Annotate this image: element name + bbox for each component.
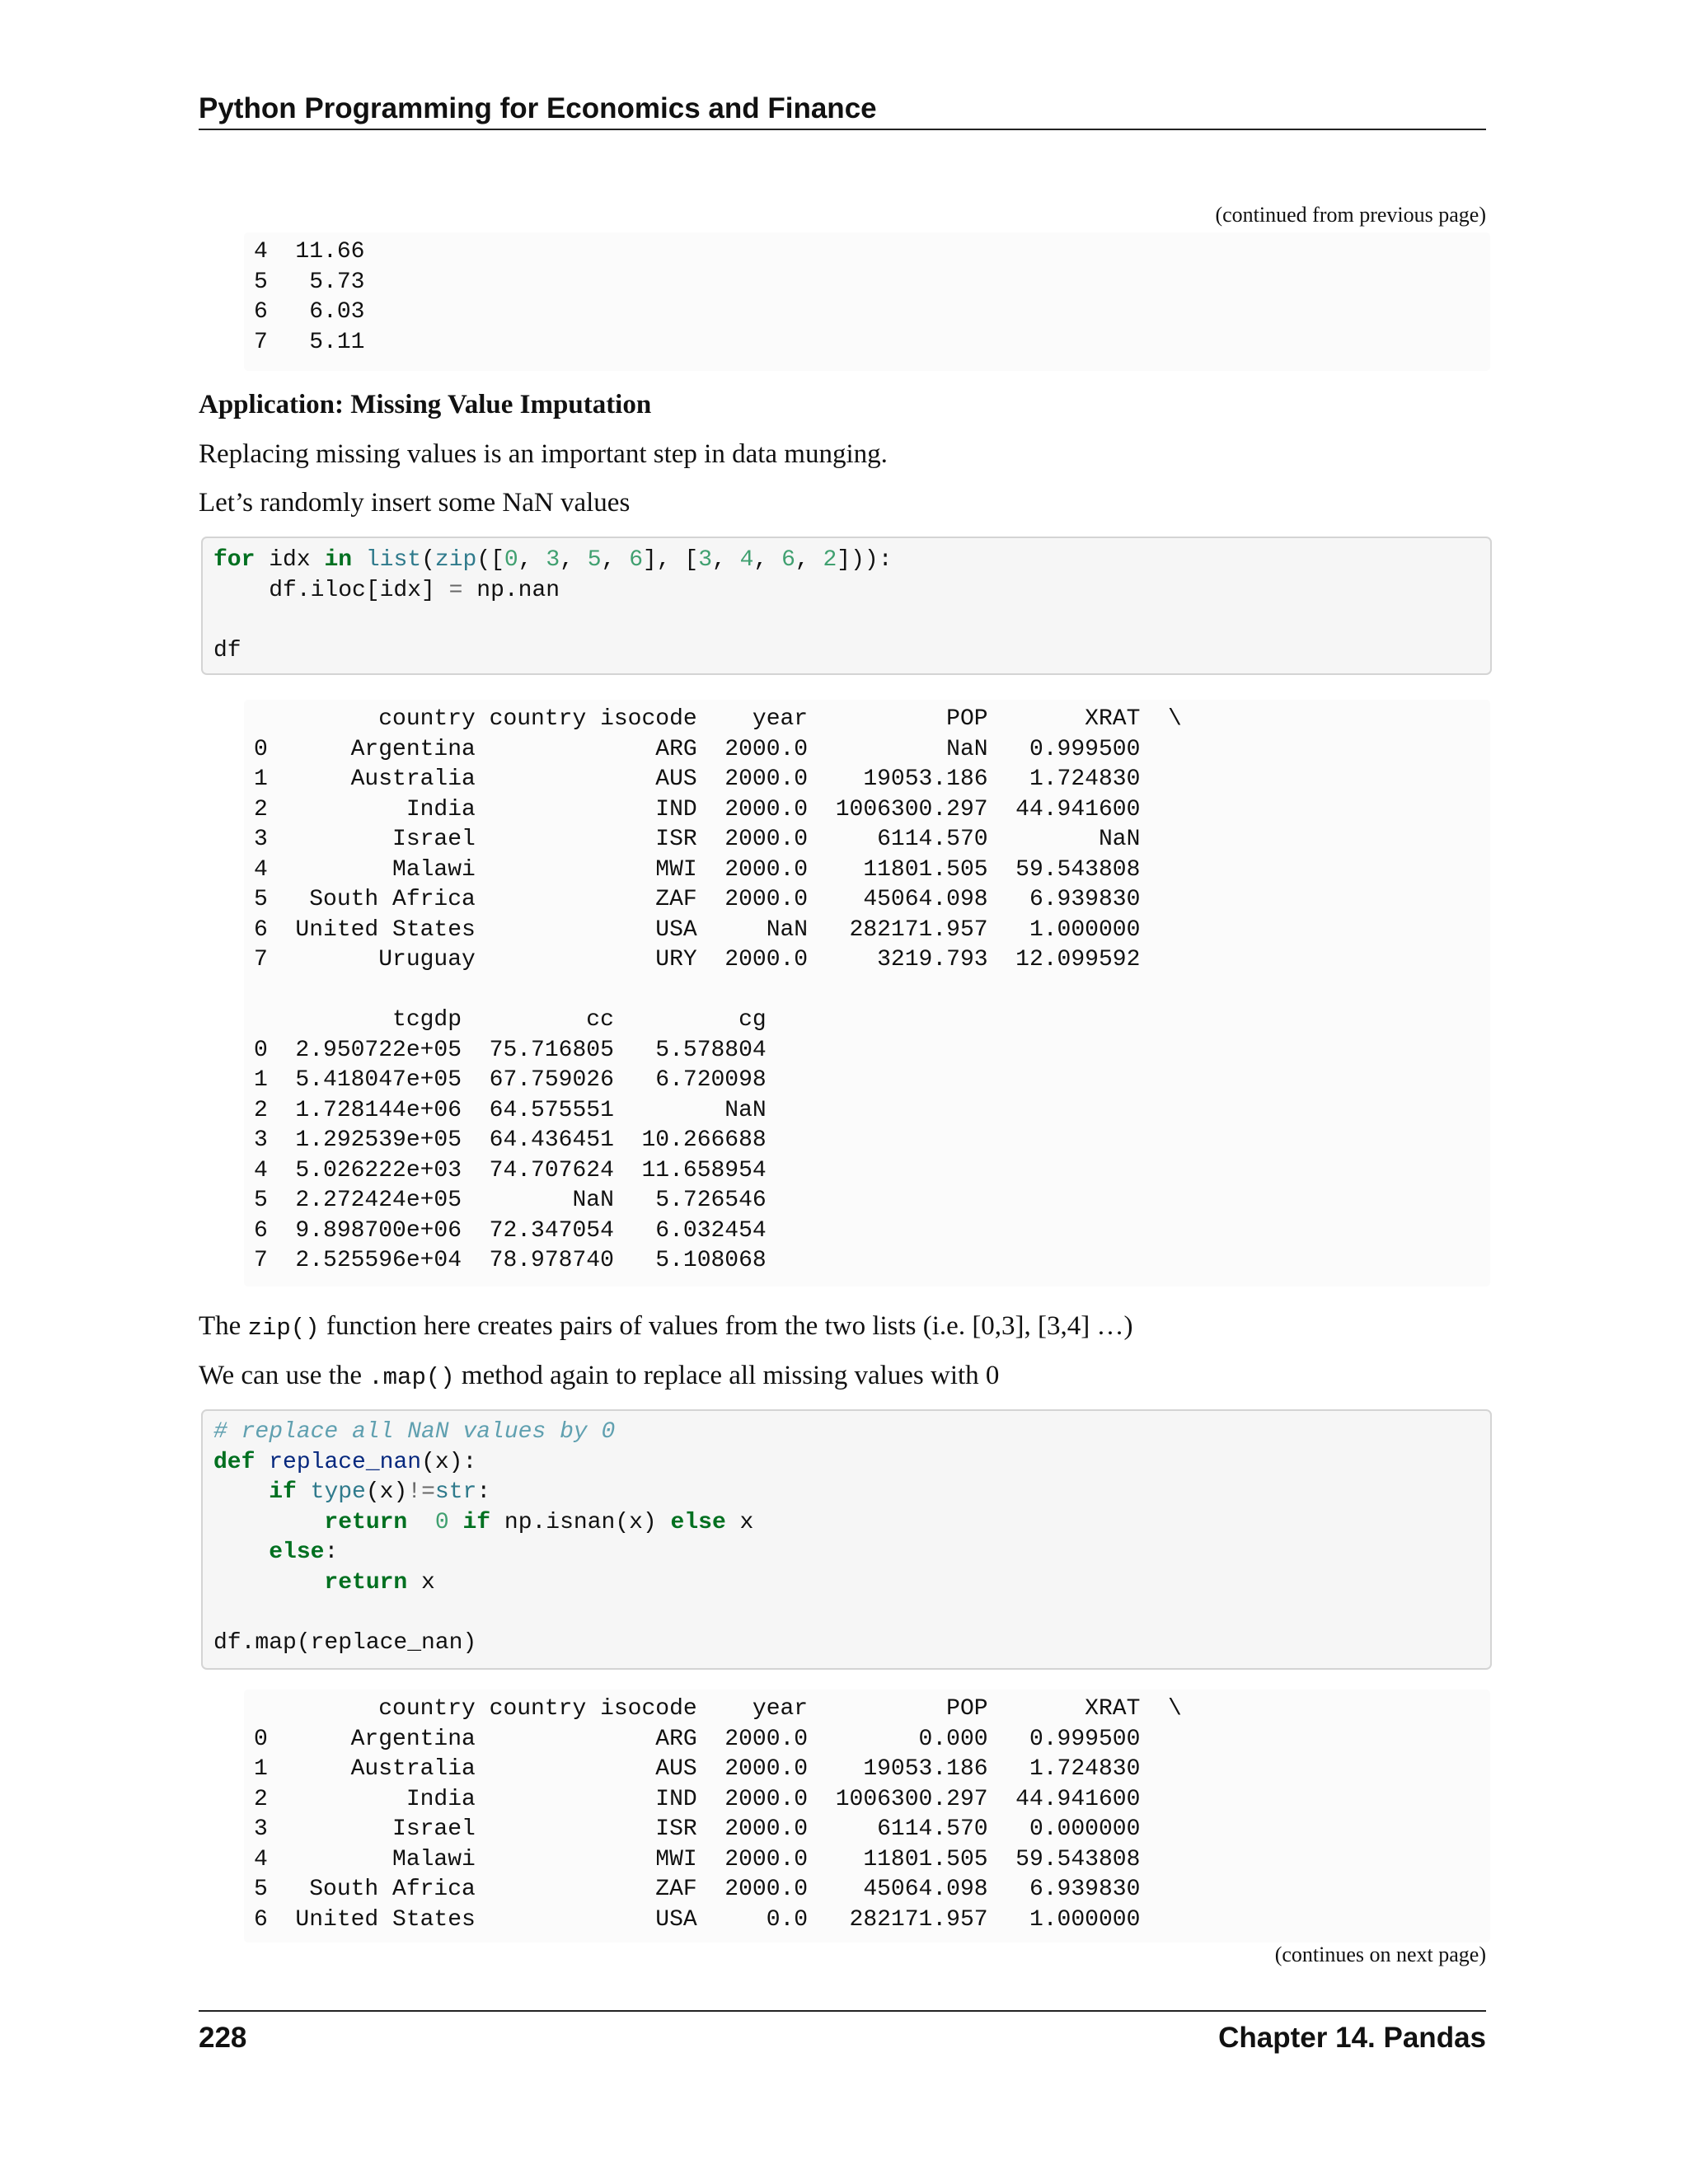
paragraph: Replacing missing values is an important step in data munging. xyxy=(199,439,888,469)
paragraph: Let’s randomly insert some NaN values xyxy=(199,488,631,518)
chapter-title: Chapter 14. Pandas xyxy=(1218,2022,1486,2054)
page-number: 228 xyxy=(199,2022,247,2054)
output-text: country country isocode year POP XRAT \ 0 Argentina ARG 2000.0 NaN 0.999500 1 Australia AUS 2000.0 19053.186 1.724830 2 India IND 2000.0 1006300.297 44.941600 3 Israel ISR 2000.0 6114.570 NaN 4 Malawi MWI 2000.0 11801.505 59.543808 5 South Africa ZAF 2000.0 45064.098 6.939830 6 United States USA NaN 282171.957 1.000000 7 Uruguay URY 2000.0 3219.793 12.099592 tcgdp cc cg 0 2.950722e+05 75.716805 5.578804 1 5.418047e+05 67.759026 6.720098 2 1.728144e+06 64.575551 NaN 3 1.292539e+05 64.436451 10.266688 4 5.026222e+03 74.707624 11.658954 5 2.272424e+05 NaN 5.726546 6 9.898700e+06 72.347054 6.032454 7 2.525596e+04 78.978740 5.108068 xyxy=(254,706,1182,1273)
running-header-title: Python Programming for Economics and Finance xyxy=(199,92,877,124)
code-cell-replace-nan xyxy=(201,1409,1492,1670)
header-rule xyxy=(199,129,1486,130)
continued-from-note: (continued from previous page) xyxy=(1215,203,1486,227)
code-text: # replace all NaN values by 0 def replace_nan(x): if type(x)!=str: return 0 if np.isnan(x) else x else: return x df.map(replace_nan) xyxy=(213,1419,754,1656)
output-dataframe-with-nan xyxy=(244,700,1490,1286)
paragraph-zip: The zip() function here creates pairs of values from the two lists (i.e. [0,3], [3,4] …) xyxy=(199,1311,1133,1342)
inline-code: .map() xyxy=(368,1364,455,1391)
footer-rule xyxy=(199,2010,1486,2012)
output-block-series xyxy=(244,232,1490,371)
inline-code: zip() xyxy=(247,1315,320,1342)
output-dataframe-filled xyxy=(244,1690,1490,1943)
paragraph-map: We can use the .map() method again to replace all missing values with 0 xyxy=(199,1361,1000,1391)
continues-on-note: (continues on next page) xyxy=(1274,1943,1486,1966)
code-cell-insert-nan xyxy=(201,537,1492,675)
output-text: 4 11.66 5 5.73 6 6.03 7 5.11 xyxy=(254,239,365,355)
section-heading: Application: Missing Value Imputation xyxy=(199,390,652,419)
output-text: country country isocode year POP XRAT \ 0 Argentina ARG 2000.0 0.000 0.999500 1 Australia AUS 2000.0 19053.186 1.724830 2 India IND 2000.0 1006300.297 44.941600 3 Israel ISR 2000.0 6114.570 0.000000 4 Malawi MWI 2000.0 11801.505 59.543808 5 South Africa ZAF 2000.0 45064.098 6.939830 6 United States USA 0.0 282171.957 1.000000 xyxy=(254,1696,1182,1933)
code-text: for idx in list(zip([0, 3, 5, 6], [3, 4, 6, 2])): df.iloc[idx] = np.nan df xyxy=(213,547,893,663)
